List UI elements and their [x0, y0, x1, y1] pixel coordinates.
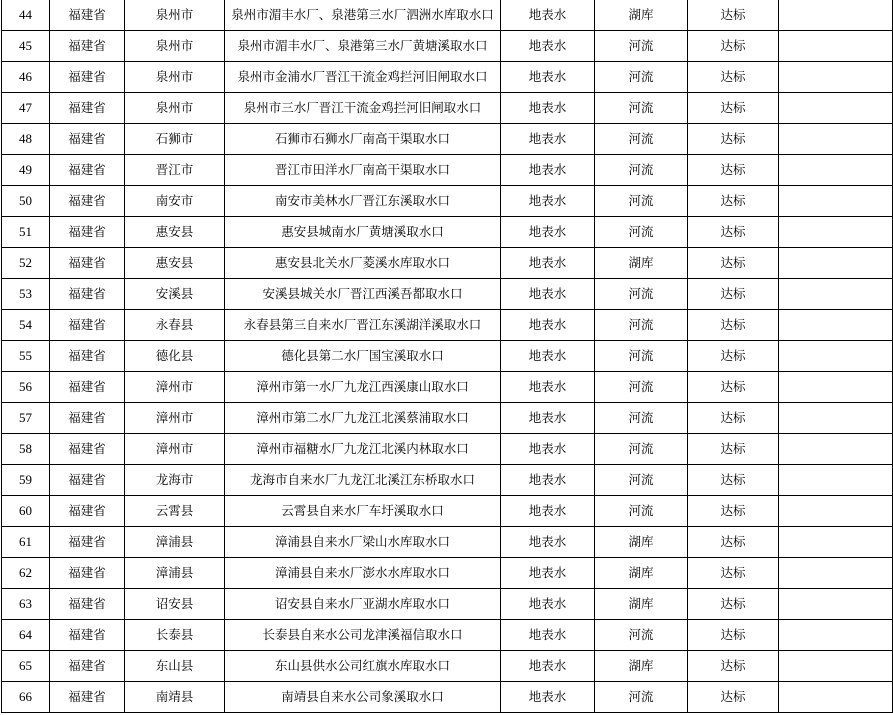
province-cell: 福建省 [50, 589, 125, 620]
note-cell [779, 589, 893, 620]
table-body [2, 0, 893, 713]
status-cell: 达标 [688, 279, 779, 310]
row-number: 51 [2, 217, 50, 248]
row-number: 55 [2, 341, 50, 372]
status-cell: 达标 [688, 31, 779, 62]
water-intake-name-cell: 漳浦县自来水厂澎水水库取水口 [225, 558, 501, 589]
table-row [2, 651, 893, 682]
row-number: 57 [2, 403, 50, 434]
source-type-cell: 河流 [595, 186, 688, 217]
note-cell [779, 496, 893, 527]
table-row [2, 682, 893, 713]
table-row [2, 248, 893, 279]
source-type-cell: 河流 [595, 155, 688, 186]
table-row [2, 124, 893, 155]
row-number: 62 [2, 558, 50, 589]
city-cell: 漳州市 [125, 403, 225, 434]
city-cell: 惠安县 [125, 217, 225, 248]
city-cell: 晋江市 [125, 155, 225, 186]
water-type-cell: 地表水 [501, 651, 595, 682]
note-cell [779, 465, 893, 496]
water-type-cell: 地表水 [501, 372, 595, 403]
water-intake-name-cell: 漳州市第二水厂九龙江北溪蔡浦取水口 [225, 403, 501, 434]
note-cell [779, 558, 893, 589]
province-cell: 福建省 [50, 496, 125, 527]
province-cell: 福建省 [50, 93, 125, 124]
row-number: 50 [2, 186, 50, 217]
status-cell: 达标 [688, 496, 779, 527]
province-cell: 福建省 [50, 341, 125, 372]
note-cell [779, 217, 893, 248]
row-number: 59 [2, 465, 50, 496]
note-cell [779, 155, 893, 186]
city-cell: 长泰县 [125, 620, 225, 651]
water-intake-name-cell: 泉州市湄丰水厂、泉港第三水厂泗洲水库取水口 [225, 0, 501, 31]
source-type-cell: 河流 [595, 341, 688, 372]
city-cell: 泉州市 [125, 62, 225, 93]
city-cell: 东山县 [125, 651, 225, 682]
source-type-cell: 河流 [595, 403, 688, 434]
status-cell: 达标 [688, 589, 779, 620]
table-row [2, 527, 893, 558]
water-type-cell: 地表水 [501, 0, 595, 31]
city-cell: 南安市 [125, 186, 225, 217]
water-intake-name-cell: 云霄县自来水厂车圩溪取水口 [225, 496, 501, 527]
table-row [2, 465, 893, 496]
row-number: 58 [2, 434, 50, 465]
province-cell: 福建省 [50, 620, 125, 651]
city-cell: 德化县 [125, 341, 225, 372]
note-cell [779, 620, 893, 651]
water-type-cell: 地表水 [501, 403, 595, 434]
source-type-cell: 河流 [595, 62, 688, 93]
status-cell: 达标 [688, 465, 779, 496]
water-type-cell: 地表水 [501, 124, 595, 155]
status-cell: 达标 [688, 372, 779, 403]
row-number: 46 [2, 62, 50, 93]
province-cell: 福建省 [50, 186, 125, 217]
note-cell [779, 527, 893, 558]
water-intake-name-cell: 漳州市福糖水厂九龙江北溪内林取水口 [225, 434, 501, 465]
source-type-cell: 河流 [595, 434, 688, 465]
table-row [2, 93, 893, 124]
source-type-cell: 河流 [595, 279, 688, 310]
status-cell: 达标 [688, 0, 779, 31]
province-cell: 福建省 [50, 31, 125, 62]
status-cell: 达标 [688, 341, 779, 372]
table-row [2, 62, 893, 93]
water-intake-name-cell: 安溪县城关水厂晋江西溪吾都取水口 [225, 279, 501, 310]
status-cell: 达标 [688, 310, 779, 341]
status-cell: 达标 [688, 217, 779, 248]
table-row [2, 279, 893, 310]
note-cell [779, 31, 893, 62]
status-cell: 达标 [688, 620, 779, 651]
table-row [2, 0, 893, 31]
source-type-cell: 河流 [595, 496, 688, 527]
source-type-cell: 湖库 [595, 527, 688, 558]
city-cell: 泉州市 [125, 31, 225, 62]
note-cell [779, 93, 893, 124]
water-type-cell: 地表水 [501, 558, 595, 589]
status-cell: 达标 [688, 124, 779, 155]
water-intake-name-cell: 东山县供水公司红旗水库取水口 [225, 651, 501, 682]
province-cell: 福建省 [50, 558, 125, 589]
row-number: 64 [2, 620, 50, 651]
city-cell: 诏安县 [125, 589, 225, 620]
water-type-cell: 地表水 [501, 217, 595, 248]
source-type-cell: 河流 [595, 93, 688, 124]
row-number: 48 [2, 124, 50, 155]
note-cell [779, 651, 893, 682]
table-row [2, 31, 893, 62]
city-cell: 龙海市 [125, 465, 225, 496]
water-type-cell: 地表水 [501, 31, 595, 62]
province-cell: 福建省 [50, 651, 125, 682]
status-cell: 达标 [688, 434, 779, 465]
water-type-cell: 地表水 [501, 279, 595, 310]
water-type-cell: 地表水 [501, 589, 595, 620]
note-cell [779, 279, 893, 310]
row-number: 47 [2, 93, 50, 124]
water-type-cell: 地表水 [501, 620, 595, 651]
province-cell: 福建省 [50, 124, 125, 155]
source-type-cell: 湖库 [595, 0, 688, 31]
city-cell: 漳州市 [125, 434, 225, 465]
province-cell: 福建省 [50, 310, 125, 341]
note-cell [779, 0, 893, 31]
water-intake-name-cell: 德化县第二水厂国宝溪取水口 [225, 341, 501, 372]
note-cell [779, 341, 893, 372]
status-cell: 达标 [688, 651, 779, 682]
province-cell: 福建省 [50, 527, 125, 558]
water-type-cell: 地表水 [501, 527, 595, 558]
water-intake-name-cell: 漳州市第一水厂九龙江西溪康山取水口 [225, 372, 501, 403]
water-source-table [1, 0, 893, 713]
water-type-cell: 地表水 [501, 248, 595, 279]
table-row [2, 589, 893, 620]
table-row [2, 403, 893, 434]
province-cell: 福建省 [50, 682, 125, 713]
row-number: 56 [2, 372, 50, 403]
city-cell: 永春县 [125, 310, 225, 341]
table-row [2, 186, 893, 217]
note-cell [779, 372, 893, 403]
province-cell: 福建省 [50, 248, 125, 279]
city-cell: 安溪县 [125, 279, 225, 310]
note-cell [779, 403, 893, 434]
water-intake-name-cell: 永春县第三自来水厂晋江东溪湖洋溪取水口 [225, 310, 501, 341]
water-type-cell: 地表水 [501, 434, 595, 465]
water-intake-name-cell: 惠安县城南水厂黄塘溪取水口 [225, 217, 501, 248]
water-type-cell: 地表水 [501, 310, 595, 341]
water-type-cell: 地表水 [501, 62, 595, 93]
city-cell: 漳州市 [125, 372, 225, 403]
note-cell [779, 248, 893, 279]
water-type-cell: 地表水 [501, 496, 595, 527]
water-type-cell: 地表水 [501, 93, 595, 124]
note-cell [779, 124, 893, 155]
water-type-cell: 地表水 [501, 155, 595, 186]
status-cell: 达标 [688, 62, 779, 93]
status-cell: 达标 [688, 248, 779, 279]
province-cell: 福建省 [50, 434, 125, 465]
table-row [2, 558, 893, 589]
water-intake-name-cell: 泉州市三水厂晋江干流金鸡拦河旧闸取水口 [225, 93, 501, 124]
row-number: 44 [2, 0, 50, 31]
source-type-cell: 河流 [595, 372, 688, 403]
row-number: 61 [2, 527, 50, 558]
water-intake-name-cell: 惠安县北关水厂菱溪水库取水口 [225, 248, 501, 279]
table-row [2, 217, 893, 248]
source-type-cell: 河流 [595, 31, 688, 62]
water-intake-name-cell: 石狮市石狮水厂南高干渠取水口 [225, 124, 501, 155]
table-row [2, 341, 893, 372]
status-cell: 达标 [688, 155, 779, 186]
water-intake-name-cell: 泉州市金浦水厂晋江干流金鸡拦河旧闸取水口 [225, 62, 501, 93]
city-cell: 漳浦县 [125, 558, 225, 589]
status-cell: 达标 [688, 558, 779, 589]
status-cell: 达标 [688, 93, 779, 124]
city-cell: 泉州市 [125, 93, 225, 124]
table-row [2, 310, 893, 341]
row-number: 63 [2, 589, 50, 620]
province-cell: 福建省 [50, 403, 125, 434]
city-cell: 云霄县 [125, 496, 225, 527]
province-cell: 福建省 [50, 62, 125, 93]
water-type-cell: 地表水 [501, 341, 595, 372]
city-cell: 漳浦县 [125, 527, 225, 558]
table-row [2, 155, 893, 186]
water-intake-name-cell: 晋江市田洋水厂南高干渠取水口 [225, 155, 501, 186]
province-cell: 福建省 [50, 279, 125, 310]
water-intake-name-cell: 龙海市自来水厂九龙江北溪江东桥取水口 [225, 465, 501, 496]
note-cell [779, 434, 893, 465]
city-cell: 泉州市 [125, 0, 225, 31]
row-number: 52 [2, 248, 50, 279]
city-cell: 石狮市 [125, 124, 225, 155]
province-cell: 福建省 [50, 465, 125, 496]
source-type-cell: 湖库 [595, 558, 688, 589]
water-intake-name-cell: 漳浦县自来水厂梁山水库取水口 [225, 527, 501, 558]
source-type-cell: 河流 [595, 217, 688, 248]
source-type-cell: 湖库 [595, 651, 688, 682]
table-row [2, 434, 893, 465]
status-cell: 达标 [688, 682, 779, 713]
water-intake-name-cell: 泉州市湄丰水厂、泉港第三水厂黄塘溪取水口 [225, 31, 501, 62]
province-cell: 福建省 [50, 0, 125, 31]
water-intake-name-cell: 诏安县自来水厂亚湖水库取水口 [225, 589, 501, 620]
table-row [2, 620, 893, 651]
water-intake-name-cell: 长泰县自来水公司龙津溪福信取水口 [225, 620, 501, 651]
water-intake-name-cell: 南靖县自来水公司象溪取水口 [225, 682, 501, 713]
row-number: 60 [2, 496, 50, 527]
water-intake-name-cell: 南安市美林水厂晋江东溪取水口 [225, 186, 501, 217]
table-row [2, 496, 893, 527]
province-cell: 福建省 [50, 372, 125, 403]
note-cell [779, 310, 893, 341]
source-type-cell: 河流 [595, 310, 688, 341]
note-cell [779, 62, 893, 93]
water-type-cell: 地表水 [501, 186, 595, 217]
note-cell [779, 186, 893, 217]
city-cell: 南靖县 [125, 682, 225, 713]
status-cell: 达标 [688, 527, 779, 558]
source-type-cell: 湖库 [595, 589, 688, 620]
source-type-cell: 河流 [595, 124, 688, 155]
row-number: 45 [2, 31, 50, 62]
status-cell: 达标 [688, 403, 779, 434]
province-cell: 福建省 [50, 217, 125, 248]
province-cell: 福建省 [50, 155, 125, 186]
water-type-cell: 地表水 [501, 682, 595, 713]
source-type-cell: 河流 [595, 465, 688, 496]
status-cell: 达标 [688, 186, 779, 217]
row-number: 65 [2, 651, 50, 682]
row-number: 53 [2, 279, 50, 310]
source-type-cell: 湖库 [595, 248, 688, 279]
row-number: 49 [2, 155, 50, 186]
source-type-cell: 河流 [595, 682, 688, 713]
source-type-cell: 河流 [595, 620, 688, 651]
water-type-cell: 地表水 [501, 465, 595, 496]
row-number: 66 [2, 682, 50, 713]
table-row [2, 372, 893, 403]
row-number: 54 [2, 310, 50, 341]
city-cell: 惠安县 [125, 248, 225, 279]
note-cell [779, 682, 893, 713]
